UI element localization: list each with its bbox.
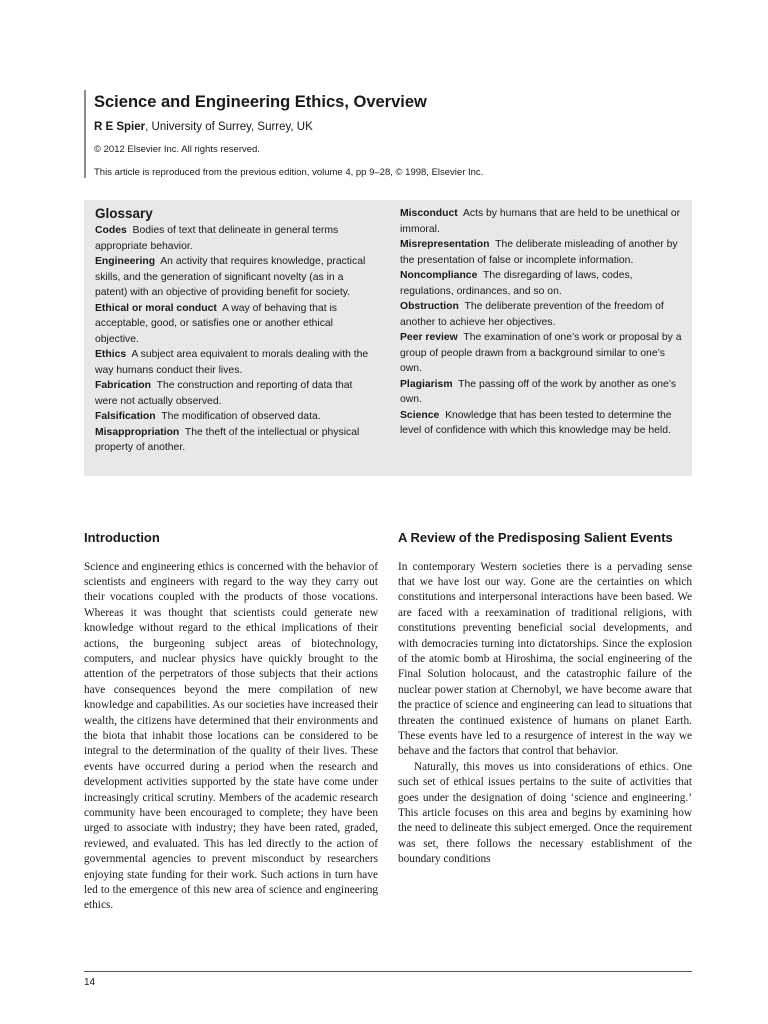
glossary-entry [400, 330, 682, 377]
reproduction-note: This article is reproduced from the previous edition, volume 4, pp 9–28, © 1998, Elsevier Inc. [94, 167, 484, 178]
glossary-entry [95, 254, 377, 301]
glossary-entry [95, 378, 377, 409]
article-header [84, 90, 684, 178]
left-text-column [84, 530, 378, 914]
glossary-entry [400, 299, 682, 330]
glossary-term: Engineering [95, 256, 156, 267]
glossary-definition: An activity that requires knowledge, practical skills, and the generation of significant novelty (as in a patent) with an objective of providing benefit for society. [95, 256, 366, 298]
right-text-column [398, 530, 692, 868]
glossary-definition: The examination of one’s work or proposal by a group of people drawn from a background similar to one’s own. [400, 332, 682, 374]
review-heading: A Review of the Predisposing Salient Events [398, 530, 673, 545]
glossary-definition: Bodies of text that delineate in general terms appropriate behavior. [95, 225, 339, 252]
glossary-definition: The modification of observed data. [161, 411, 321, 422]
glossary-term: Misrepresentation [400, 239, 490, 250]
glossary-entry [95, 425, 377, 456]
author-name: R E Spier [94, 121, 146, 133]
footer-rule [84, 971, 692, 972]
glossary-definition: The passing off of the work by another as one’s own. [400, 378, 677, 405]
glossary-definition: The disregarding of laws, codes, regulations, ordinances, and so on. [400, 270, 633, 297]
glossary-definition: A way of behaving that is acceptable, good, or satisfies one or another ethical objective. [95, 302, 337, 345]
copyright-notice: © 2012 Elsevier Inc. All rights reserved. [94, 144, 260, 155]
glossary-term: Misconduct [400, 208, 458, 219]
glossary-definition: The deliberate misleading of another by the presentation of false or incomplete information. [400, 239, 678, 266]
glossary-entry [400, 268, 682, 299]
review-paragraph-2: Naturally, this moves us into considerations of ethics. One such set of ethical issues pertains to the suite of activities that goes under the designation of doing ‘science and engineering.’ This article focuses on this area and begins by examining how the need to delineate this subject emerged. Once the requirement was set, there follows the necessary establishment of the boundary conditions [398, 760, 692, 866]
glossary-term: Obstruction [400, 301, 459, 312]
glossary-right-column [400, 206, 682, 476]
author-affiliation: , University of Surrey, Surrey, UK [145, 121, 313, 133]
glossary-left-column [95, 206, 377, 476]
review-paragraph-1: In contemporary Western societies there is a pervading sense that we have lost our way. Gone are the certainties on which constitutions and interpersonal interactions have been based. We are faced with a reexamination of traditional religions, with constitutions preventing beneficial social developments, and with democracies turning into dictatorships. Since the explosion of the atomic bomb at Hiroshima, the social engineering of the Final Solution holocaust, and the catastrophic failure of the nuclear power station at Chernobyl, we have become aware that the practice of science and engineering can lead to situations that threaten the continued existence of humans on planet Earth. These events have led to a resurgence of interest in the way we behave and the factors that control that behavior. [398, 560, 692, 758]
glossary-entry [95, 409, 377, 425]
glossary-entry [400, 377, 682, 408]
glossary-definition: The theft of the intellectual or physical property of another. [95, 426, 360, 453]
introduction-paragraph: Science and engineering ethics is concerned with the behavior of scientists and engineers with regard to the way they carry out their vocations coupled with the products of those vocations. Whereas it was thought that scientists could generate new knowledge without regard to the ethical implications of their actions, the burgeoning subject areas of biotechnology, computers, and nuclear physics have quickly brought to the attention of the perpetrators of those subjects that their actions have consequences beyond the mere compilation of new knowledge and capabilities. As our societies have increased their wealth, the citizens have determined that their environments and the biota that inhabit those locations can be considered to be integral to the determination of the quality of their lives. These events have occurred during a period when the research and development activities supported by the state have come under increasingly critical scrutiny. Members of the academic research community have been encouraged to complete; they have been urged to associate with industry; they have been rated, graded, reviewed, and evaluated. This has led directly to the action of governmental agencies to prevent misconduct by researchers enjoying state funding for their work. Such actions in turn have led to the emergence of this new area of science and engineering ethics. [84, 560, 378, 912]
glossary-term: Noncompliance [400, 270, 478, 281]
glossary-term: Peer review [400, 332, 458, 343]
glossary-term: Misappropriation [95, 426, 180, 438]
glossary-entry [400, 237, 682, 268]
glossary-entry [400, 206, 682, 237]
glossary-title: Glossary [95, 206, 153, 221]
glossary-entry [400, 408, 682, 439]
glossary-definition: The deliberate prevention of the freedom of another to achieve her objectives. [400, 301, 664, 328]
glossary-entry [95, 223, 377, 254]
glossary-definition: Acts by humans that are held to be unethical or immoral. [400, 208, 681, 235]
glossary-term: Science [400, 409, 440, 421]
author-line [94, 120, 684, 134]
glossary-definition: The construction and reporting of data that were not actually observed. [95, 380, 353, 407]
glossary-term: Fabrication [95, 380, 152, 391]
glossary-term: Plagiarism [400, 378, 453, 390]
glossary-term: Codes [95, 225, 127, 236]
glossary-term: Ethical or moral conduct [95, 302, 217, 314]
introduction-heading: Introduction [84, 530, 160, 545]
glossary-box [84, 200, 692, 476]
page-number: 14 [84, 977, 96, 988]
glossary-entry [95, 347, 377, 378]
glossary-term: Ethics [95, 349, 127, 360]
glossary-definition: A subject area equivalent to morals dealing with the way humans conduct their lives. [95, 349, 369, 376]
glossary-term: Falsification [95, 411, 156, 422]
glossary-entry [95, 301, 377, 348]
glossary-definition: Knowledge that has been tested to determine the level of confidence with which this knowledge may be held. [400, 409, 672, 436]
article-title: Science and Engineering Ethics, Overview [94, 93, 427, 111]
